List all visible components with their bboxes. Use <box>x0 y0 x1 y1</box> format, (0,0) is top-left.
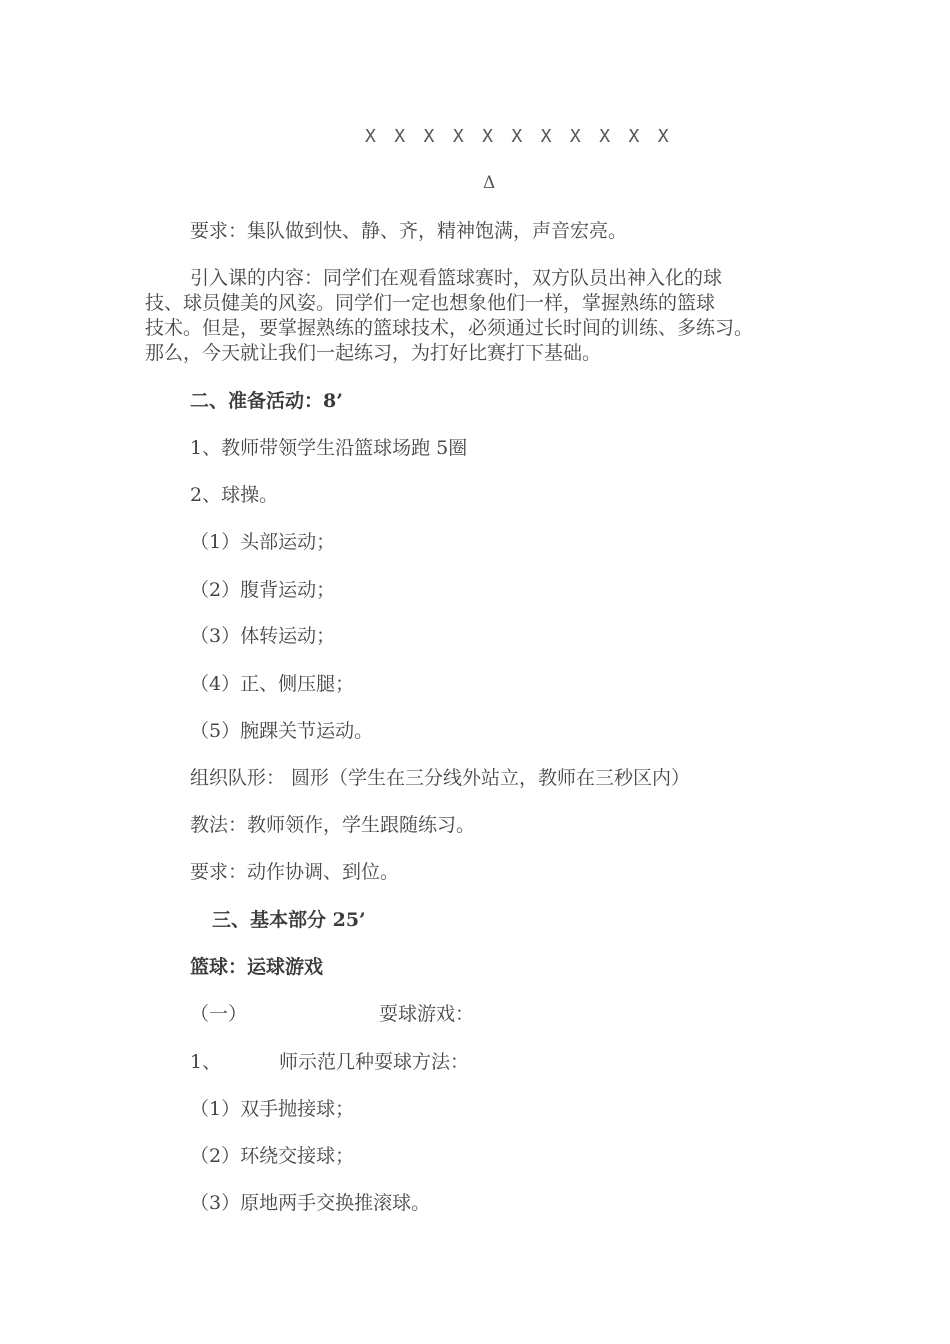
sub-item-4: （4）正、侧压腿； <box>190 673 355 695</box>
method-sub-1: （1）双手抛接球； <box>190 1098 355 1120</box>
requirement-line: 要求：集队做到快、静、齐，精神饱满，声音宏亮。 <box>190 220 628 242</box>
intro-line-2: 技、球员健美的风姿。同学们一定也想象他们一样，掌握熟练的篮球 <box>145 292 716 314</box>
teaching-method-line: 教法：教师领作，学生跟随练习。 <box>190 814 476 836</box>
sub-item-5: （5）腕踝关节运动。 <box>190 720 374 742</box>
intro-line-3: 技术。但是，要掌握熟练的篮球技术，必须通过长时间的训练、多练习。 <box>145 317 754 339</box>
method-1-text: 师示范几种耍球方法： <box>279 1051 470 1073</box>
item-1: 1、教师带领学生沿篮球场跑 5圈 <box>190 437 468 459</box>
method-sub-3: （3）原地两手交换推滚球。 <box>190 1192 431 1214</box>
method-sub-2: （2）环绕交接球； <box>190 1145 355 1167</box>
section-2-heading: 二、准备活动：8’ <box>190 390 343 412</box>
intro-line-1: 引入课的内容：同学们在观看篮球赛时，双方队员出神入化的球 <box>190 267 723 289</box>
sub-item-3: （3）体转运动； <box>190 625 336 647</box>
intro-paragraph <box>145 266 835 366</box>
delta-symbol: Δ <box>483 173 496 193</box>
game-1-number: （一） <box>190 1003 248 1025</box>
requirement-2-line: 要求：动作协调、到位。 <box>190 861 400 883</box>
item-2: 2、球操。 <box>190 484 279 506</box>
basketball-heading: 篮球：运球游戏 <box>190 956 324 978</box>
game-1-title: 耍球游戏： <box>379 1003 475 1025</box>
sub-item-1: （1）头部运动； <box>190 531 336 553</box>
section-3-heading: 三、基本部分 25’ <box>212 909 366 931</box>
method-1-number: 1、 <box>190 1051 222 1073</box>
sub-item-2: （2）腹背运动； <box>190 579 336 601</box>
intro-line-4: 那么，今天就让我们一起练习，为打好比赛打下基础。 <box>145 342 602 364</box>
organization-line: 组织队形： 圆形（学生在三分线外站立，教师在三秒区内） <box>190 767 691 789</box>
header-placeholder: X X X X X X X X X X X <box>365 126 673 147</box>
